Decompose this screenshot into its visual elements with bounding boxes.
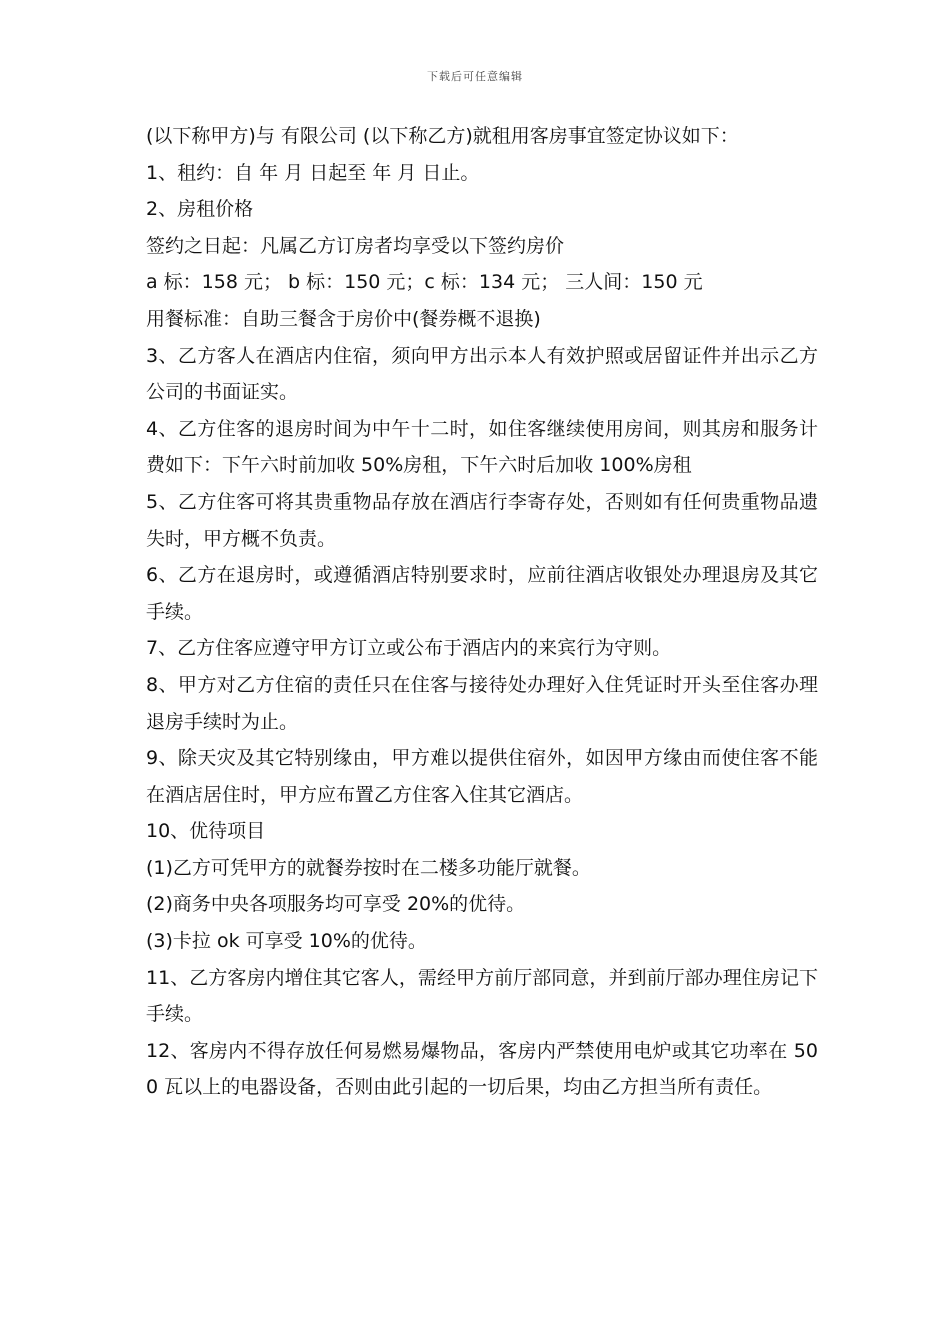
page-header: 下载后可任意编辑 bbox=[427, 70, 523, 83]
clause-2-meal-standard: 用餐标准：自助三餐含于房价中(餐券概不退换) bbox=[146, 307, 541, 330]
clause-7-guest-rules: 7、乙方住客应遵守甲方订立或公布于酒店内的来宾行为守则。 bbox=[146, 637, 672, 660]
clause-10-item-1: (1)乙方可凭甲方的就餐券按时在二楼多功能厅就餐。 bbox=[146, 856, 591, 879]
clause-10-item-3: (3)卡拉 ok 可享受 10%的优待。 bbox=[146, 930, 427, 953]
clause-12-prohibited-items: 12、客房内不得存放任何易燃易爆物品，客房内严禁使用电炉或其它功率在 500 瓦以上的电器设备，否则由此引起的一切后果，均由乙方担当所有责任。 bbox=[146, 1039, 818, 1099]
clause-1-lease-term: 1、租约：自 年 月 日起至 年 月 日止。 bbox=[146, 161, 480, 184]
clause-11-extra-guests: 11、乙方客房内增住其它客人，需经甲方前厅部同意，并到前厅部办理住房记下手续。 bbox=[146, 966, 818, 1026]
clause-3-identification: 3、乙方客人在酒店内住宿，须向甲方出示本人有效护照或居留证件并出示乙方公司的书面证实。 bbox=[146, 344, 818, 404]
document-body bbox=[146, 118, 818, 1106]
clause-6-checkout-procedure: 6、乙方在退房时，或遵循酒店特别要求时，应前往酒店收银处办理退房及其它手续。 bbox=[146, 564, 818, 623]
clause-10-item-2: (2)商务中央各项服务均可享受 20%的优待。 bbox=[146, 893, 526, 916]
clause-2-rate-intro: 签约之日起：凡属乙方订房者均享受以下签约房价 bbox=[146, 234, 565, 257]
clause-4-checkout-time: 4、乙方住客的退房时间为中午十二时，如住客继续使用房间，则其房和服务计费如下：下午六时前加收 50%房租，下午六时后加收 100%房租 bbox=[146, 417, 818, 477]
clause-2-heading: 2、房租价格 bbox=[146, 198, 254, 221]
clause-9-force-majeure: 9、除天灾及其它特别缘由，甲方难以提供住宿外，如因甲方缘由而使住客不能在酒店居住时，甲方应布置乙方住客入住其它酒店。 bbox=[146, 747, 818, 806]
clause-10-heading: 10、优待项目 bbox=[146, 820, 266, 843]
intro-paragraph: (以下称甲方)与 有限公司 (以下称乙方)就租用客房事宜签定协议如下： bbox=[146, 125, 739, 147]
clause-5-valuables: 5、乙方住客可将其贵重物品存放在酒店行李寄存处，否则如有任何贵重物品遗失时，甲方概不负责。 bbox=[146, 490, 818, 550]
clause-8-liability: 8、甲方对乙方住宿的责任只在住客与接待处办理好入住凭证时开头至住客办理退房手续时为止。 bbox=[146, 673, 818, 733]
clause-2-rate-list: a 标：158 元； b 标：150 元；c 标：134 元； 三人间：150 元 bbox=[146, 271, 703, 294]
